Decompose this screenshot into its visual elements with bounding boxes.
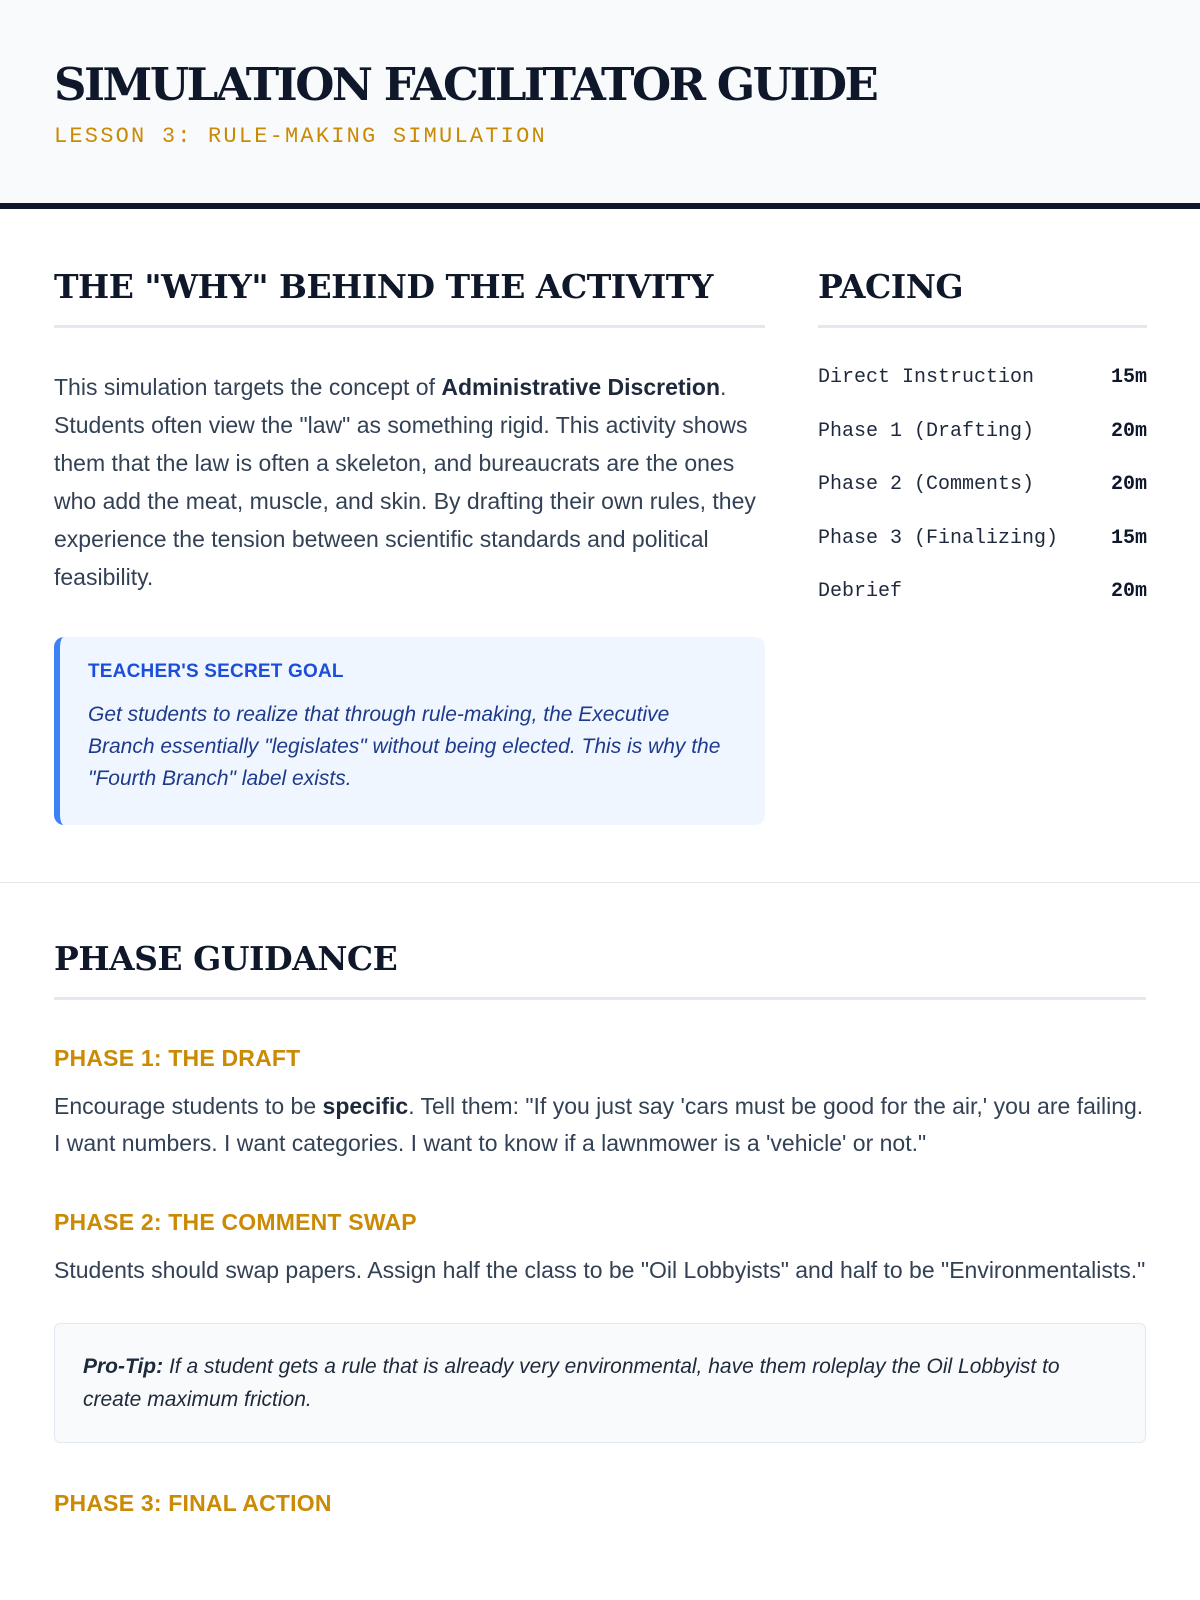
pacing-list <box>818 366 1147 634</box>
pacing-item-label: Direct Instruction <box>818 366 1035 389</box>
pacing-item <box>818 366 1147 420</box>
phase-1-text-start: Encourage students to be <box>54 1093 323 1119</box>
pacing-item-label: Phase 2 (Comments) <box>818 473 1035 496</box>
phase-1 <box>54 1044 1146 1162</box>
intro-text-end: . Students often view the "law" as something rigid. This activity shows them that the law is often a skeleton, and bureaucrats are the ones who add the meat, muscle, and skin. By drafting their own rules, they experience the tension between scientific standards and political feasibility. <box>54 374 756 590</box>
intro-key-term: Administrative Discretion <box>441 374 721 400</box>
callout-title: TEACHER'S SECRET GOAL <box>88 661 344 682</box>
page-subtitle: LESSON 3: RULE-MAKING SIMULATION <box>54 124 547 149</box>
pacing-item-duration: 20m <box>1110 419 1147 443</box>
phase-2-title: PHASE 2: THE COMMENT SWAP <box>54 1209 417 1235</box>
pro-tip-label: Pro-Tip: <box>83 1355 164 1378</box>
phase-1-body <box>54 1088 1146 1162</box>
phase-1-key-term: specific <box>322 1093 409 1119</box>
phase-guidance-section <box>0 939 1200 1517</box>
pacing-column <box>818 267 1147 634</box>
pro-tip-text: If a student gets a rule that is already very environmental, have them roleplay the Oil Lobbyist to create maximum friction. <box>83 1355 1060 1411</box>
pacing-item-label: Phase 1 (Drafting) <box>818 419 1035 443</box>
pacing-heading: PACING <box>818 267 1147 328</box>
pro-tip-box <box>54 1323 1146 1443</box>
page-title: SIMULATION FACILITATOR GUIDE <box>54 58 877 111</box>
pacing-item <box>818 527 1147 581</box>
callout-body: Get students to realize that through rule-making, the Executive Branch essentially "legislates" without being elected. This is why the "Fourth Branch" label exists. <box>88 703 721 790</box>
pacing-item-duration: 20m <box>1110 580 1147 603</box>
phase-1-title: PHASE 1: THE DRAFT <box>54 1045 301 1071</box>
pacing-item-duration: 15m <box>1110 526 1147 550</box>
pacing-item <box>818 580 1147 634</box>
pacing-item <box>818 420 1147 474</box>
phase-1-text-end: . Tell them: "If you just say 'cars must be good for the air,' you are failing. I want numbers. I want categories. I want to know if a lawnmower is a 'vehicle' or not." <box>54 1093 1144 1156</box>
pacing-item-duration: 20m <box>1110 473 1147 496</box>
overview-section <box>0 209 1200 883</box>
why-column <box>54 267 765 825</box>
phase-guidance-heading: PHASE GUIDANCE <box>54 939 1146 1000</box>
phase-2 <box>54 1208 1146 1443</box>
why-intro-paragraph <box>54 368 765 596</box>
intro-text-start: This simulation targets the concept of <box>54 374 442 400</box>
phase-2-body: Students should swap papers. Assign half the class to be "Oil Lobbyists" and half to be "Environmentalists." <box>54 1257 1146 1283</box>
page-header <box>0 0 1200 209</box>
pacing-item-label: Phase 3 (Finalizing) <box>818 526 1059 550</box>
pacing-item-label: Debrief <box>818 580 903 603</box>
pacing-item-duration: 15m <box>1110 366 1147 389</box>
pacing-item <box>818 473 1147 527</box>
secret-goal-callout <box>54 637 765 825</box>
phase-3 <box>54 1489 1146 1517</box>
why-heading: THE "WHY" BEHIND THE ACTIVITY <box>54 267 765 328</box>
phase-3-title: PHASE 3: FINAL ACTION <box>54 1490 332 1516</box>
